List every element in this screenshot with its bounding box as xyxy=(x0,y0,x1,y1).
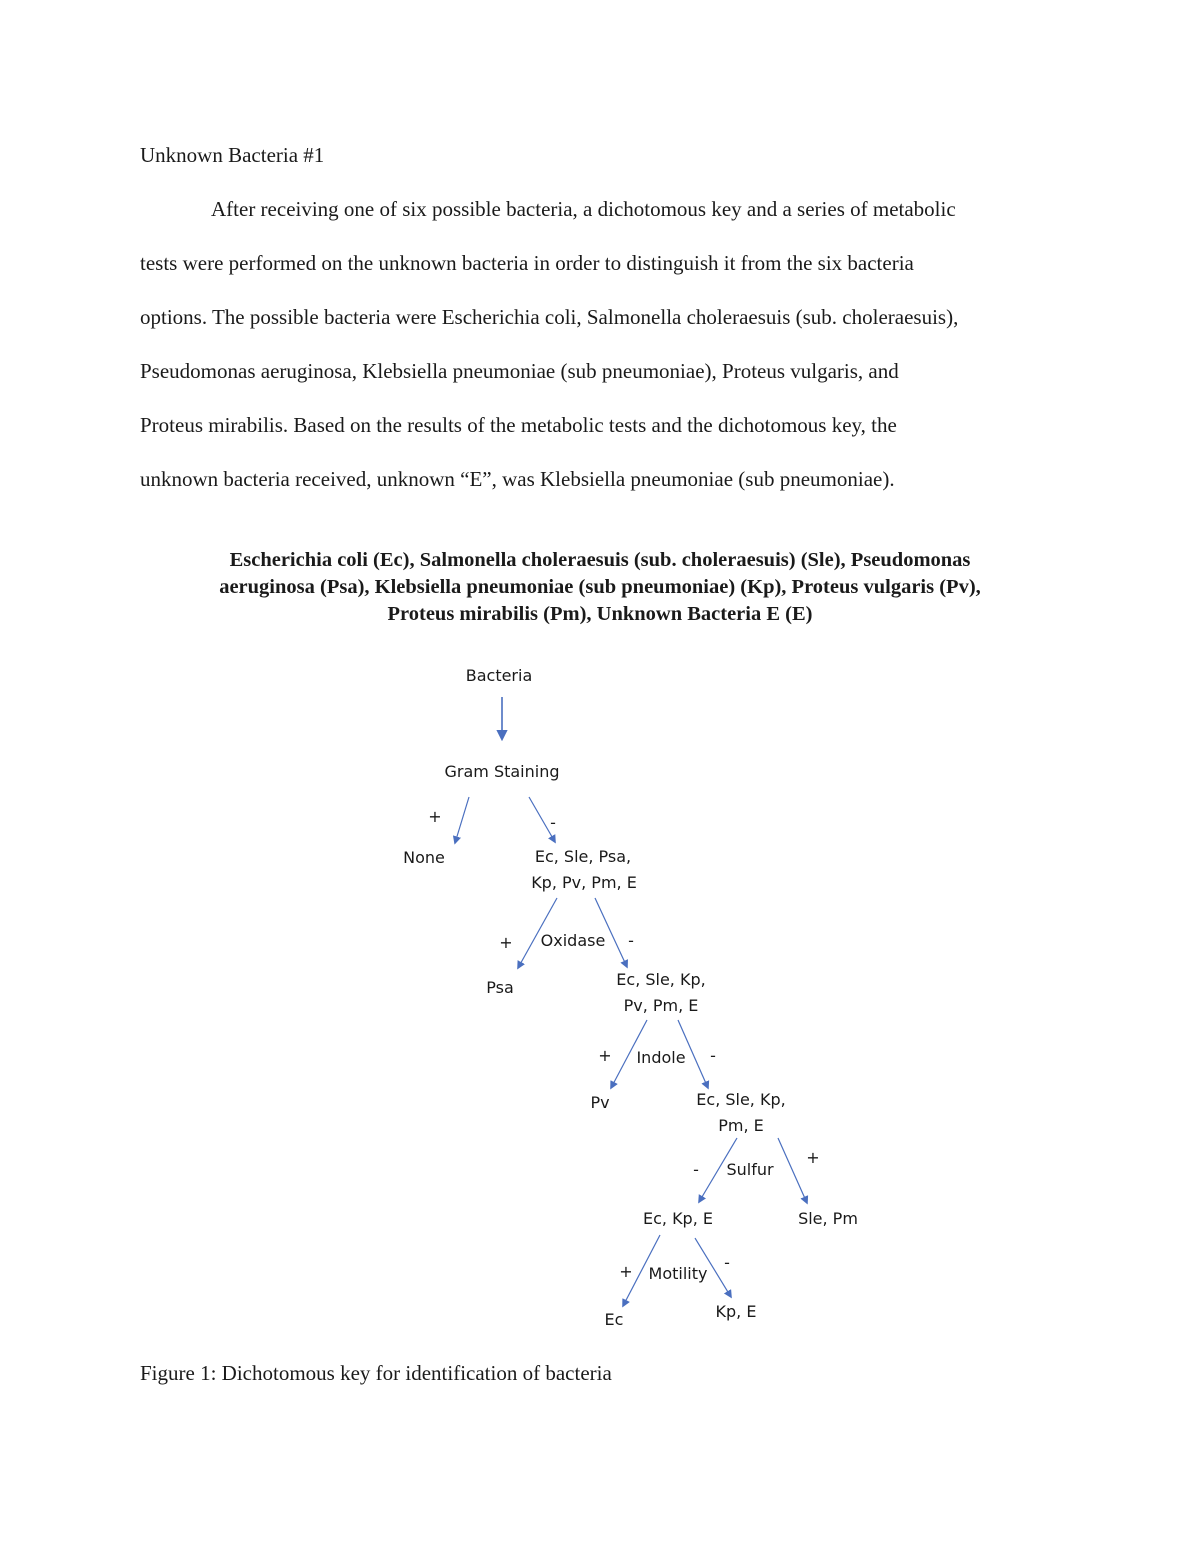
node-pv: Pv xyxy=(590,1093,610,1112)
node-ec: Ec xyxy=(604,1310,624,1329)
node-sulfur-positive: Sle, Pm xyxy=(798,1209,858,1228)
paragraph-line: unknown bacteria received, unknown “E”, was Klebsiella pneumoniae (sub pneumoniae). xyxy=(140,467,895,491)
paragraph-line: tests were performed on the unknown bacteria in order to distinguish it from the six bacteria xyxy=(140,251,914,275)
figure-caption: Figure 1: Dichotomous key for identification of bacteria xyxy=(140,1361,612,1385)
diagram-title-line: Proteus mirabilis (Pm), Unknown Bacteria E (E) xyxy=(387,603,813,625)
node-root: Bacteria xyxy=(465,666,533,685)
node-kp-e: Kp, E xyxy=(715,1302,757,1321)
sign-indole-positive: + xyxy=(598,1046,612,1065)
node-indole-negative-line2: Pm, E xyxy=(718,1116,764,1135)
node-sulfur-negative: Ec, Kp, E xyxy=(642,1209,714,1228)
test-indole: Indole xyxy=(636,1048,686,1067)
node-none: None xyxy=(403,848,445,867)
node-indole-negative-line1: Ec, Sle, Kp, xyxy=(696,1090,786,1109)
node-oxidase-negative-line1: Ec, Sle, Kp, xyxy=(616,970,706,989)
diagram-title-line: Escherichia coli (Ec), Salmonella choleraesuis (sub. choleraesuis) (Sle), Pseudomonas xyxy=(229,549,971,571)
test-motility: Motility xyxy=(648,1264,708,1283)
sign-indole-negative: - xyxy=(710,1046,716,1065)
paragraph-line: Pseudomonas aeruginosa, Klebsiella pneumoniae (sub pneumoniae), Proteus vulgaris, and xyxy=(140,359,899,383)
sign-oxidase-positive: + xyxy=(499,933,513,952)
test-oxidase: Oxidase xyxy=(540,931,606,950)
paragraph-line: After receiving one of six possible bacteria, a dichotomous key and a series of metabolic xyxy=(211,197,956,221)
test-sulfur: Sulfur xyxy=(726,1160,774,1179)
sign-sulfur-positive: + xyxy=(806,1148,820,1167)
paragraph-line: Proteus mirabilis. Based on the results of the metabolic tests and the dichotomous key, the xyxy=(140,413,897,437)
diagram-title-line: aeruginosa (Psa), Klebsiella pneumoniae (sub pneumoniae) (Kp), Proteus vulgaris (Pv), xyxy=(219,576,981,598)
sign-oxidase-negative: - xyxy=(628,931,634,950)
sign-gram-negative: - xyxy=(550,813,556,832)
test-gram-staining: Gram Staining xyxy=(444,762,560,781)
node-psa: Psa xyxy=(486,978,514,997)
paragraph-line: options. The possible bacteria were Escherichia coli, Salmonella choleraesuis (sub. choleraesuis), xyxy=(140,305,959,329)
sign-gram-positive: + xyxy=(428,807,442,826)
sign-motility-negative: - xyxy=(724,1253,730,1272)
sign-sulfur-negative: - xyxy=(693,1160,699,1179)
node-gram-negative-line2: Kp, Pv, Pm, E xyxy=(531,873,637,892)
document-heading: Unknown Bacteria #1 xyxy=(140,143,325,167)
arrow-sulfur-positive xyxy=(778,1138,807,1203)
node-oxidase-negative-line2: Pv, Pm, E xyxy=(623,996,699,1015)
arrow-gram-positive xyxy=(455,797,469,843)
node-gram-negative-line1: Ec, Sle, Psa, xyxy=(534,847,632,866)
sign-motility-positive: + xyxy=(619,1262,633,1281)
